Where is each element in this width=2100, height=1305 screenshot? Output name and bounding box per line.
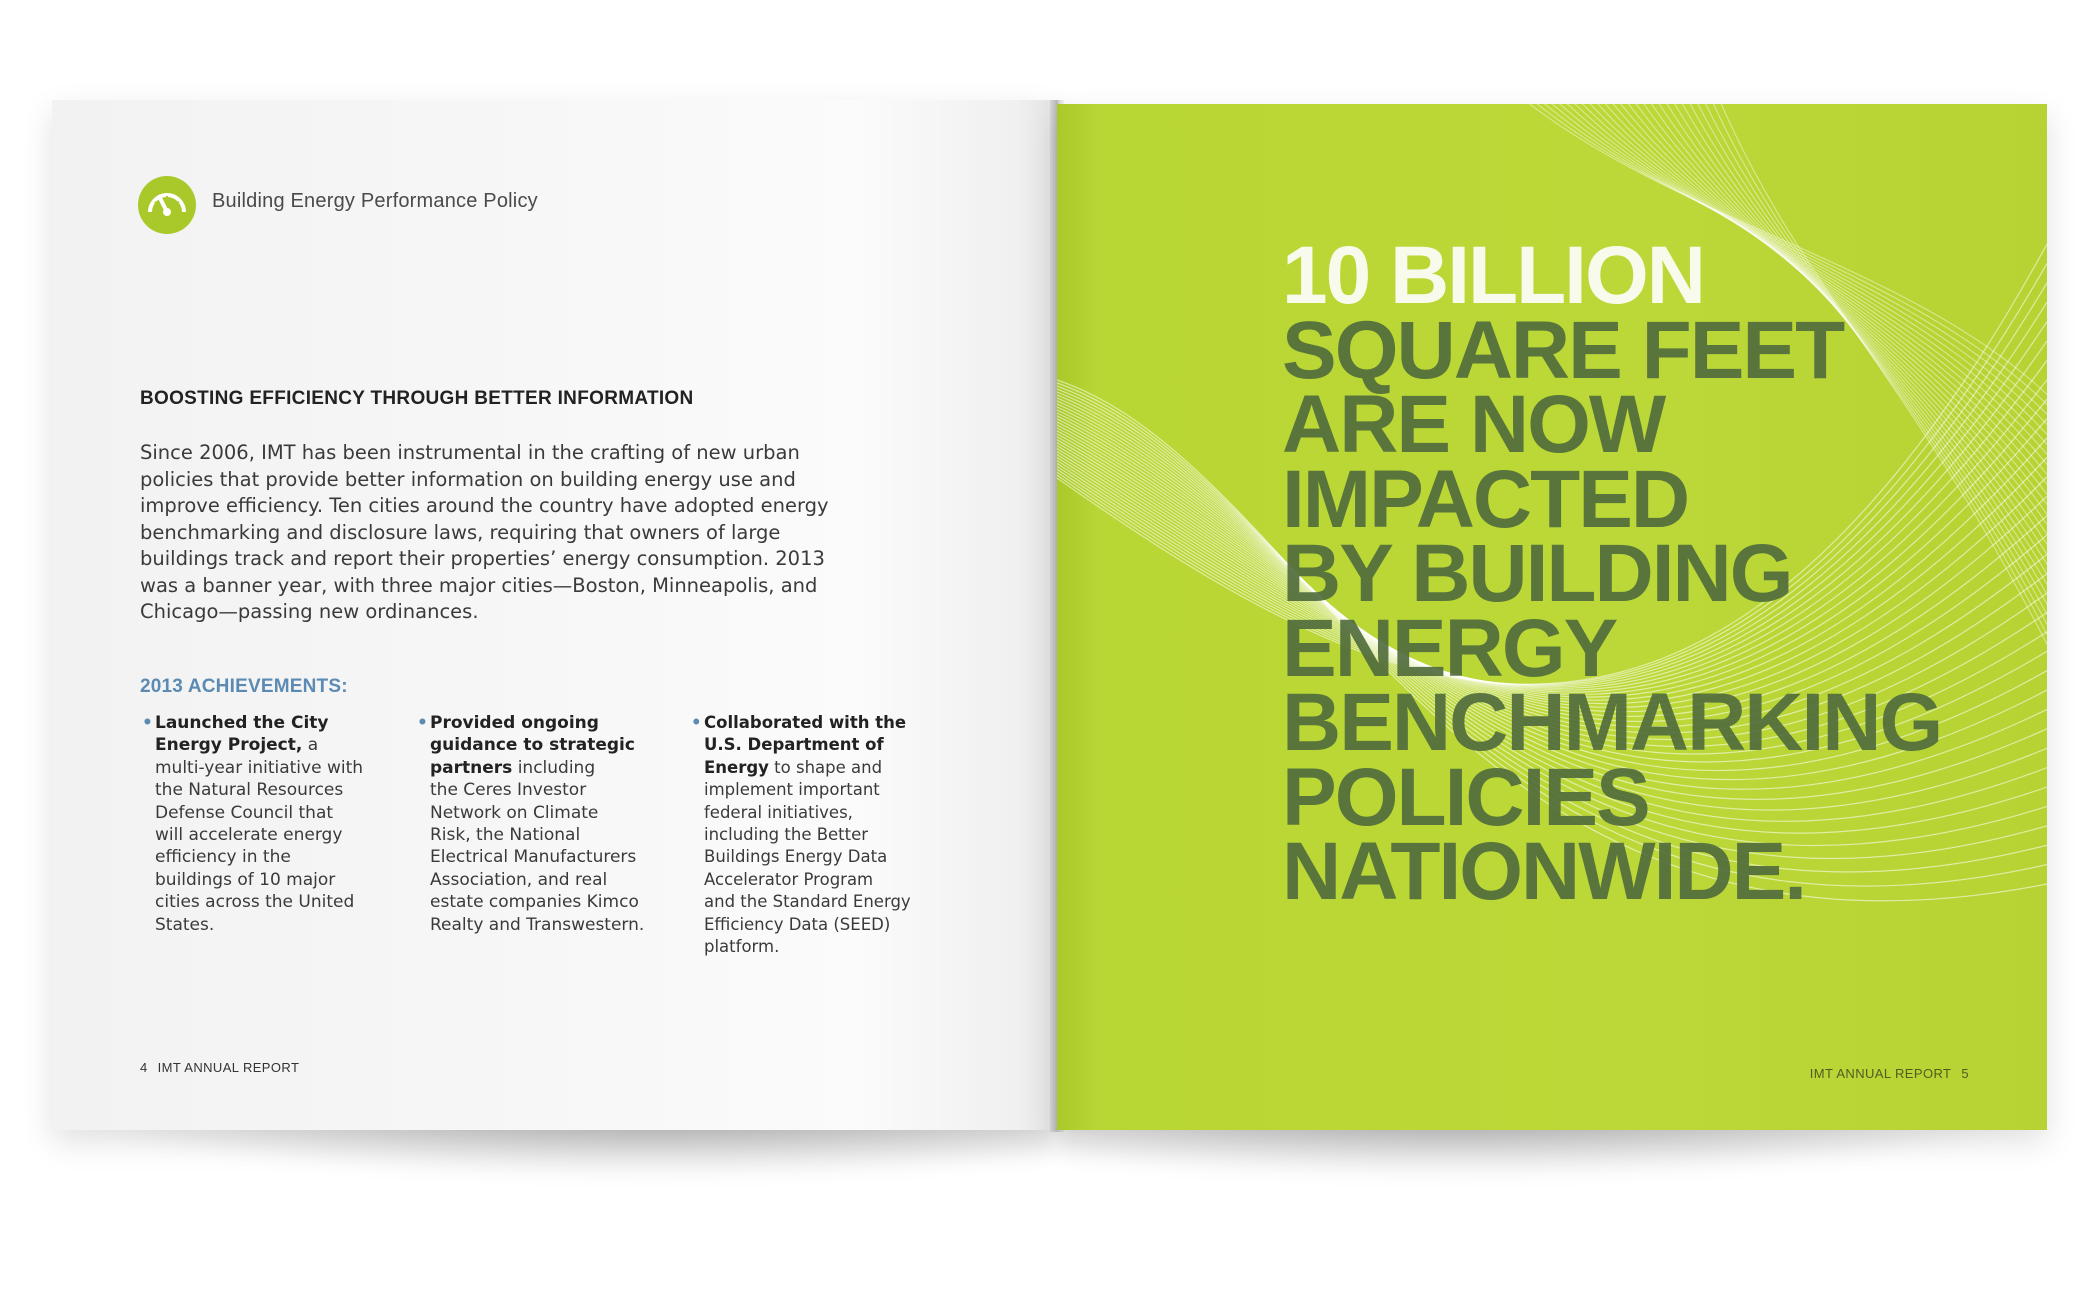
achievement-line: partners including <box>430 757 596 778</box>
achievement-line: Collaborated with the <box>704 713 907 732</box>
page-number: 5 <box>1961 1066 1969 1081</box>
achievement-line: and the Standard Energy <box>704 892 911 912</box>
achievement-line: Energy to shape and <box>704 757 883 777</box>
right-page <box>1057 104 2047 1130</box>
intro-line: Chicago—passing new ordinances. <box>140 600 479 623</box>
headline-line: POLICIES <box>1282 751 1649 843</box>
achievement-line: efficiency in the <box>155 847 291 868</box>
achievement-text <box>155 712 385 936</box>
left-page <box>52 100 1058 1130</box>
intro-line: improve efficiency. Ten cities around the country have adopted energy <box>140 494 829 517</box>
headline-line: SQUARE FEET <box>1282 304 1844 396</box>
achievement-line: Energy Project, a <box>155 735 319 756</box>
achievement-line: multi-year initiative with <box>155 757 364 778</box>
achievement-line: U.S. Department of <box>704 735 884 755</box>
achievement-line: estate companies Kimco <box>430 892 639 913</box>
bullet-icon: • <box>417 713 428 733</box>
intro-line: buildings track and report their properties’ energy consumption. 2013 <box>140 547 825 570</box>
achievement-line: implement important <box>704 780 880 800</box>
achievement-line: buildings of 10 major <box>155 869 336 890</box>
intro-line: policies that provide better information on building energy use and <box>140 467 796 491</box>
page-heading: BOOSTING EFFICIENCY THROUGH BETTER INFORMATION <box>140 388 694 409</box>
achievement-text <box>704 712 934 958</box>
intro-line: was a banner year, with three major cities—Boston, Minneapolis, and <box>140 573 818 597</box>
achievement-line: the Natural Resources <box>155 780 344 801</box>
headline-line: IMPACTED <box>1282 453 1689 545</box>
headline-line: BY BUILDING <box>1282 528 1792 619</box>
achievement-line: guidance to strategic <box>430 735 635 756</box>
achievements-heading: 2013 ACHIEVEMENTS: <box>140 676 348 697</box>
intro-line: benchmarking and disclosure laws, requiring that owners of large <box>140 520 781 544</box>
page-footer-left <box>140 1060 299 1075</box>
achievement-line: the Ceres Investor <box>430 780 587 801</box>
achievement-line: federal initiatives, <box>704 802 853 822</box>
bullet-icon: • <box>142 713 153 733</box>
headline-line: BENCHMARKING <box>1282 677 1942 768</box>
intro-paragraph <box>140 440 900 626</box>
achievement-line: States. <box>155 914 215 935</box>
page-number: 4 <box>140 1060 148 1075</box>
headline <box>1282 230 1942 917</box>
section-title: Building Energy Performance Policy <box>212 190 538 212</box>
achievement-line: cities across the United <box>155 892 355 913</box>
footer-label: IMT ANNUAL REPORT <box>1809 1066 1952 1081</box>
achievement-line: Risk, the National <box>430 825 581 846</box>
footer-label: IMT ANNUAL REPORT <box>157 1060 300 1075</box>
achievement-line: Association, and real <box>430 869 608 890</box>
achievement-line: Network on Climate <box>430 802 599 823</box>
achievement-line: Launched the City <box>155 713 329 733</box>
intro-line: Since 2006, IMT has been instrumental in the crafting of new urban <box>140 441 800 464</box>
achievement-column <box>142 712 385 936</box>
achievement-line: Buildings Energy Data <box>704 847 888 867</box>
headline-line: ENERGY <box>1282 602 1617 694</box>
achievement-line: Defense Council that <box>155 802 334 823</box>
headline-line: NATIONWIDE. <box>1282 826 1806 917</box>
bullet-icon: • <box>691 713 702 732</box>
achievement-line: Provided ongoing <box>430 713 599 733</box>
headline-line: ARE NOW <box>1282 379 1665 470</box>
achievement-line: Electrical Manufacturers <box>430 847 637 868</box>
page-footer-right <box>1810 1066 1969 1081</box>
achievement-column <box>691 712 934 958</box>
gauge-icon <box>138 176 196 234</box>
achievement-line: will accelerate energy <box>155 825 343 846</box>
achievement-line: Accelerator Program <box>704 869 874 889</box>
achievement-text <box>430 712 665 936</box>
achievement-line: Efficiency Data (SEED) <box>704 914 891 934</box>
achievement-line: platform. <box>704 937 780 957</box>
achievement-line: Realty and Transwestern. <box>430 914 645 935</box>
achievement-line: including the Better <box>704 825 869 845</box>
achievement-column <box>417 712 665 936</box>
headline-line: 10 BILLION <box>1282 230 1704 321</box>
